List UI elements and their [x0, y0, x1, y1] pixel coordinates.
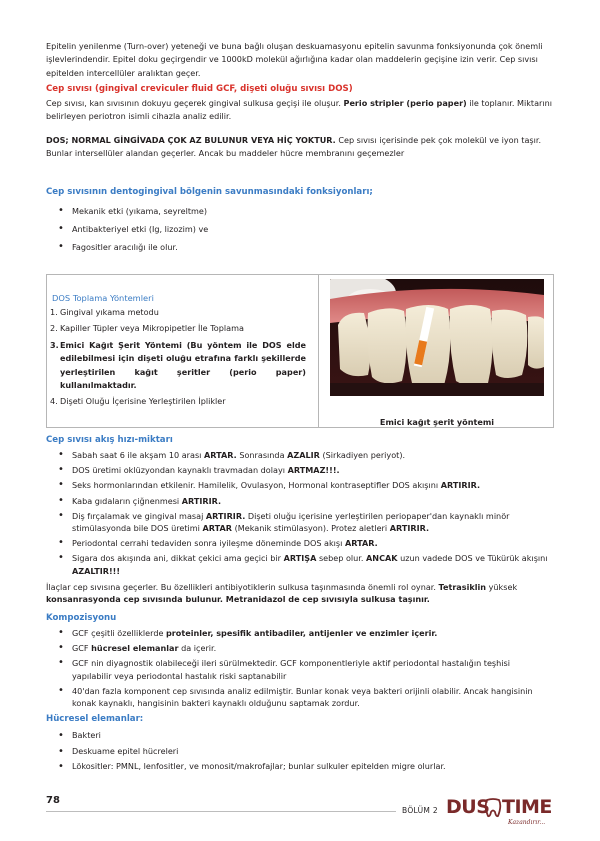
list-item: • Sigara dos akışında ani, dikkat çekici ama geçici bir ARTIŞA sebep olur. ANCAK uzun vadede DOS ve Tükürük akışını AZALTIR!!! — [58, 552, 548, 576]
footer-divider — [46, 811, 396, 812]
gcf-paragraph-2: DOS; NORMAL GİNGİVADA ÇOK AZ BULUNUR VEYA HİÇ YOKTUR. Cep sıvısı içerisinde pek çok molekül ve iyon taşır. Bunlar intersellüler alandan geçerler. Ancak bu maddeler hücre membranını geçemezler — [46, 135, 542, 159]
tooth-icon — [484, 798, 502, 818]
list-item: • Diş fırçalamak ve gingival masaj ARTIRIR. Dişeti oluğu içerisine yerleştirilen periopaper'dan kaynaklı minör stimülasyonda bile DOS üretimi ARTAR (Mekanik stimülasyon). Protez aletleri ARTIRIR. — [58, 510, 548, 534]
intro-text: Epitelin yenilenme (Turn-over) yeteneği ve buna bağlı oluşan deskuamasyonu epitelin savunma fonksiyonunda çok önemli işlevlerindendir. Epitel doku geçirgendir ve 1000kD molekül ağırlığına kadar olan maddelerin geçişine izin verir. Cep sıvısı epitelden intercellüler aralıktan geçer. — [46, 41, 543, 78]
list-item: • Bakteri — [58, 728, 548, 744]
dustime-logo: DUS TIME Kazandırır... — [446, 796, 552, 826]
list-item: • GCF hücresel elemanlar da içerir. — [58, 642, 548, 654]
list-item: • Lökositler: PMNL, lenfositler, ve monosit/makrofajlar; bunlar sulkuler epitelden migre olurlar. — [58, 759, 548, 775]
composition-heading: Kompozisyonu — [46, 613, 117, 623]
gcf-paragraph-1: Cep sıvısı, kan sıvısının dokuyu geçerek gingival sulkusa geçişi ile oluşur. Perio stripler (perio paper) ile toplanır. Miktarını belirleyen periotron isimli cihazla analiz edilir. — [46, 98, 552, 122]
intro-paragraph — [46, 40, 554, 80]
dos-methods-heading: DOS Toplama Yöntemleri — [52, 293, 154, 303]
flow-list — [58, 449, 548, 577]
defense-heading: Cep sıvısının dentogingival bölgenin savunmasındaki fonksiyonları; — [46, 187, 373, 197]
list-item: • Periodontal cerrahi tedaviden sonra iyileşme döneminde DOS akışı ARTAR. — [58, 537, 548, 549]
gcf-heading: Cep sıvısı (gingival creviculer fluid GCF, dişeti oluğu sıvısı DOS) — [46, 84, 353, 94]
defense-list — [58, 202, 548, 256]
list-item: • DOS üretimi oklüzyondan kaynaklı travmadan dolayı ARTMAZ!!!. — [58, 464, 548, 476]
dos-methods-list — [50, 306, 306, 409]
composition-list — [58, 627, 548, 709]
list-item: • GCF nin diyagnostik olabileceği ileri sürülmektedir. GCF komponentleriyle aktif periodontal hastalığın teşhisi yapılabilir veya periodontal hastalık riski saptanabilir — [58, 657, 548, 681]
box-divider — [318, 274, 319, 428]
list-item: • Fagositler aracılığı ile olur. — [58, 238, 548, 256]
list-item: • Mekanik etki (yıkama, seyreltme) — [58, 202, 548, 220]
list-item: 4. Dişeti Oluğu İçerisine Yerleştirilen İplikler — [50, 396, 226, 407]
list-item: • Seks hormonlarından etkilenir. Hamilelik, Ovulasyon, Hormonal kontraseptifler DOS akışını ARTIRIR. — [58, 479, 548, 491]
cellular-list — [58, 728, 548, 775]
list-item: • Deskuame epitel hücreleri — [58, 744, 548, 760]
list-item: • Kaba gıdaların çiğnenmesi ARTIRIR. — [58, 495, 548, 507]
chapter-label: BÖLÜM 2 — [402, 806, 438, 815]
list-item: 2. Kapiller Tüpler veya Mikropipetler İle Toplama — [50, 323, 244, 334]
ilaclar-paragraph: İlaçlar cep sıvısına geçerler. Bu özellikleri antibiyotiklerin sulkusa taşınmasında önemli rol oynar. Tetrasiklin yüksek konsanrasyonda cep sıvısında bulunur. Metranidazol de cep sıvısıyla sulkusa taşınır. — [46, 582, 518, 605]
cellular-heading: Hücresel elemanlar: — [46, 714, 144, 724]
teeth-photo-illustration — [330, 279, 544, 396]
perio-paper-photo — [330, 279, 544, 396]
list-item: 3. Emici Kağıt Şerit Yöntemi (Bu yöntem ile DOS elde edilebilmesi için dişeti oluğu etrafına farklı şekillerde yerleştirilen kağıt şeritler (perio paper) kullanılmaktadır. — [50, 339, 306, 391]
list-item: • 40'dan fazla komponent cep sıvısında analiz edilmiştir. Bunlar konak veya bakteri orijinli olabilir. Ancak hangisinin konak kaynaklı, hangisinin bakteri kaynaklı olduğunu saptamak zordur. — [58, 685, 548, 709]
list-item: • Antibakteriyel etki (Ig, lizozim) ve — [58, 220, 548, 238]
page-number: 78 — [46, 795, 60, 806]
list-item: • GCF çeşitli özelliklerde proteinler, spesifik antibadiler, antijenler ve enzimler içerir. — [58, 627, 548, 639]
list-item: 1. Gingival yıkama metodu — [50, 307, 159, 317]
photo-caption: Emici kağıt şerit yöntemi — [379, 417, 495, 428]
list-item: • Sabah saat 6 ile akşam 10 arası ARTAR. Sonrasında AZALIR (Sirkadiyen periyot). — [58, 449, 548, 461]
flow-heading: Cep sıvısı akış hızı-miktarı — [46, 435, 173, 445]
